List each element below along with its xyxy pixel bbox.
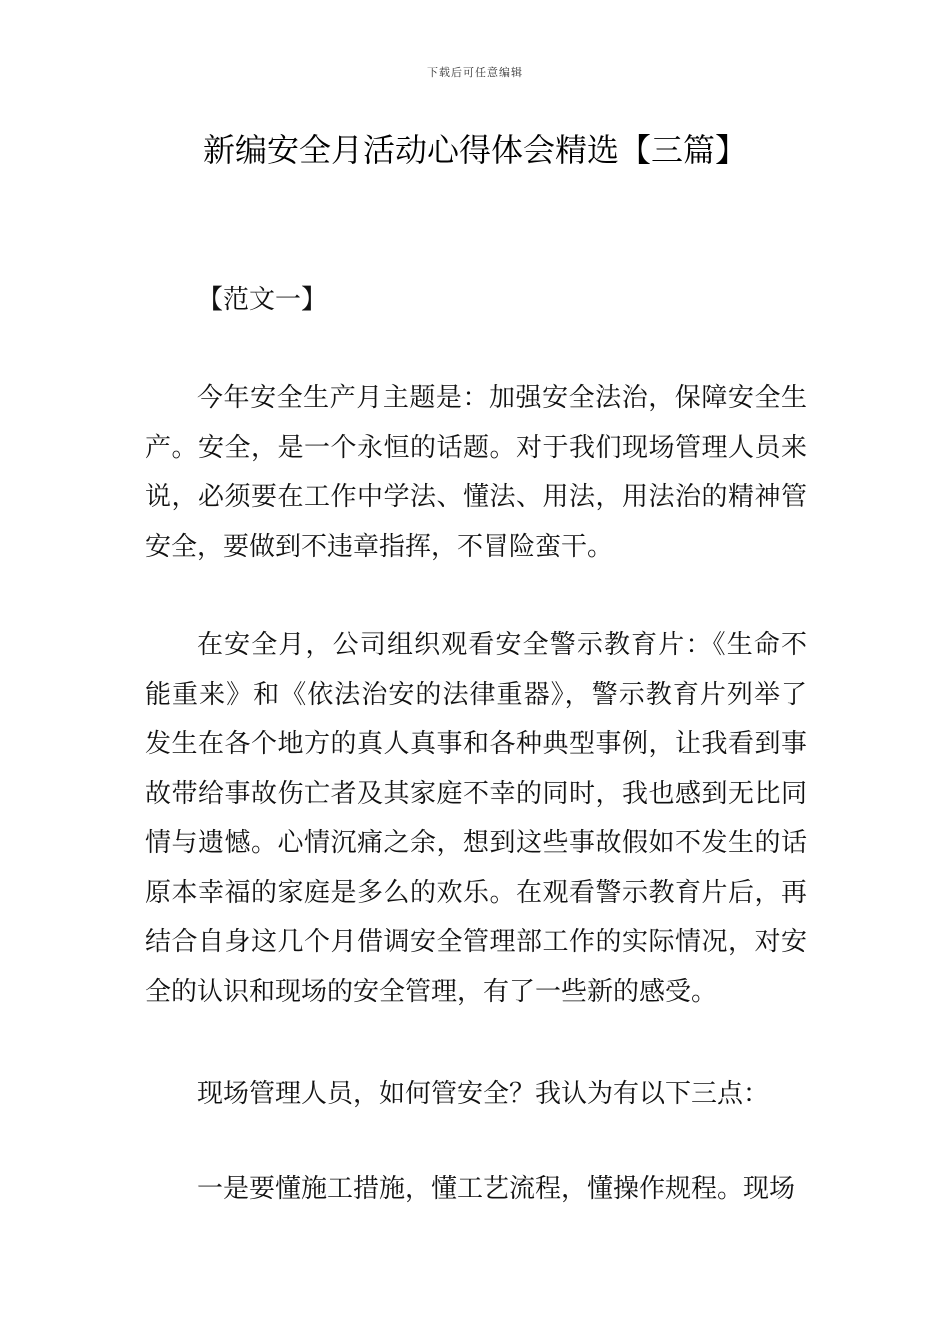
header-note: 下载后可任意编辑 <box>427 66 523 79</box>
section-label: 【范文一】 <box>197 285 328 315</box>
document-title: 新编安全月活动心得体会精选【三篇】 <box>202 131 747 169</box>
paragraph-3: 现场管理人员，如何管安全？我认为有以下三点： <box>197 1079 770 1109</box>
paragraph-1: 今年安全生产月主题是：加强安全法治，保障安全生产。安全，是一个永恒的话题。对于我们现场管理人员来说，必须要在工作中学法、懂法、用法，用法治的精神管安全，要做到不违章指挥，不冒险蛮干。 <box>145 383 807 562</box>
paragraph-2: 在安全月，公司组织观看安全警示教育片：《生命不能重来》和《依法治安的法律重器》，警示教育片列举了发生在各个地方的真人真事和各种典型事例，让我看到事故带给事故伤亡者及其家庭不幸的同时，我也感到无比同情与遗憾。心情沉痛之余，想到这些事故假如不发生的话原本幸福的家庭是多么的欢乐。在观看警示教育片后，再结合自身这几个月借调安全管理部工作的实际情况，对安全的认识和现场的安全管理，有了一些新的感受。 <box>145 630 807 1007</box>
paragraph-4: 一是要懂施工措施，懂工艺流程，懂操作规程。现场 <box>197 1174 796 1204</box>
